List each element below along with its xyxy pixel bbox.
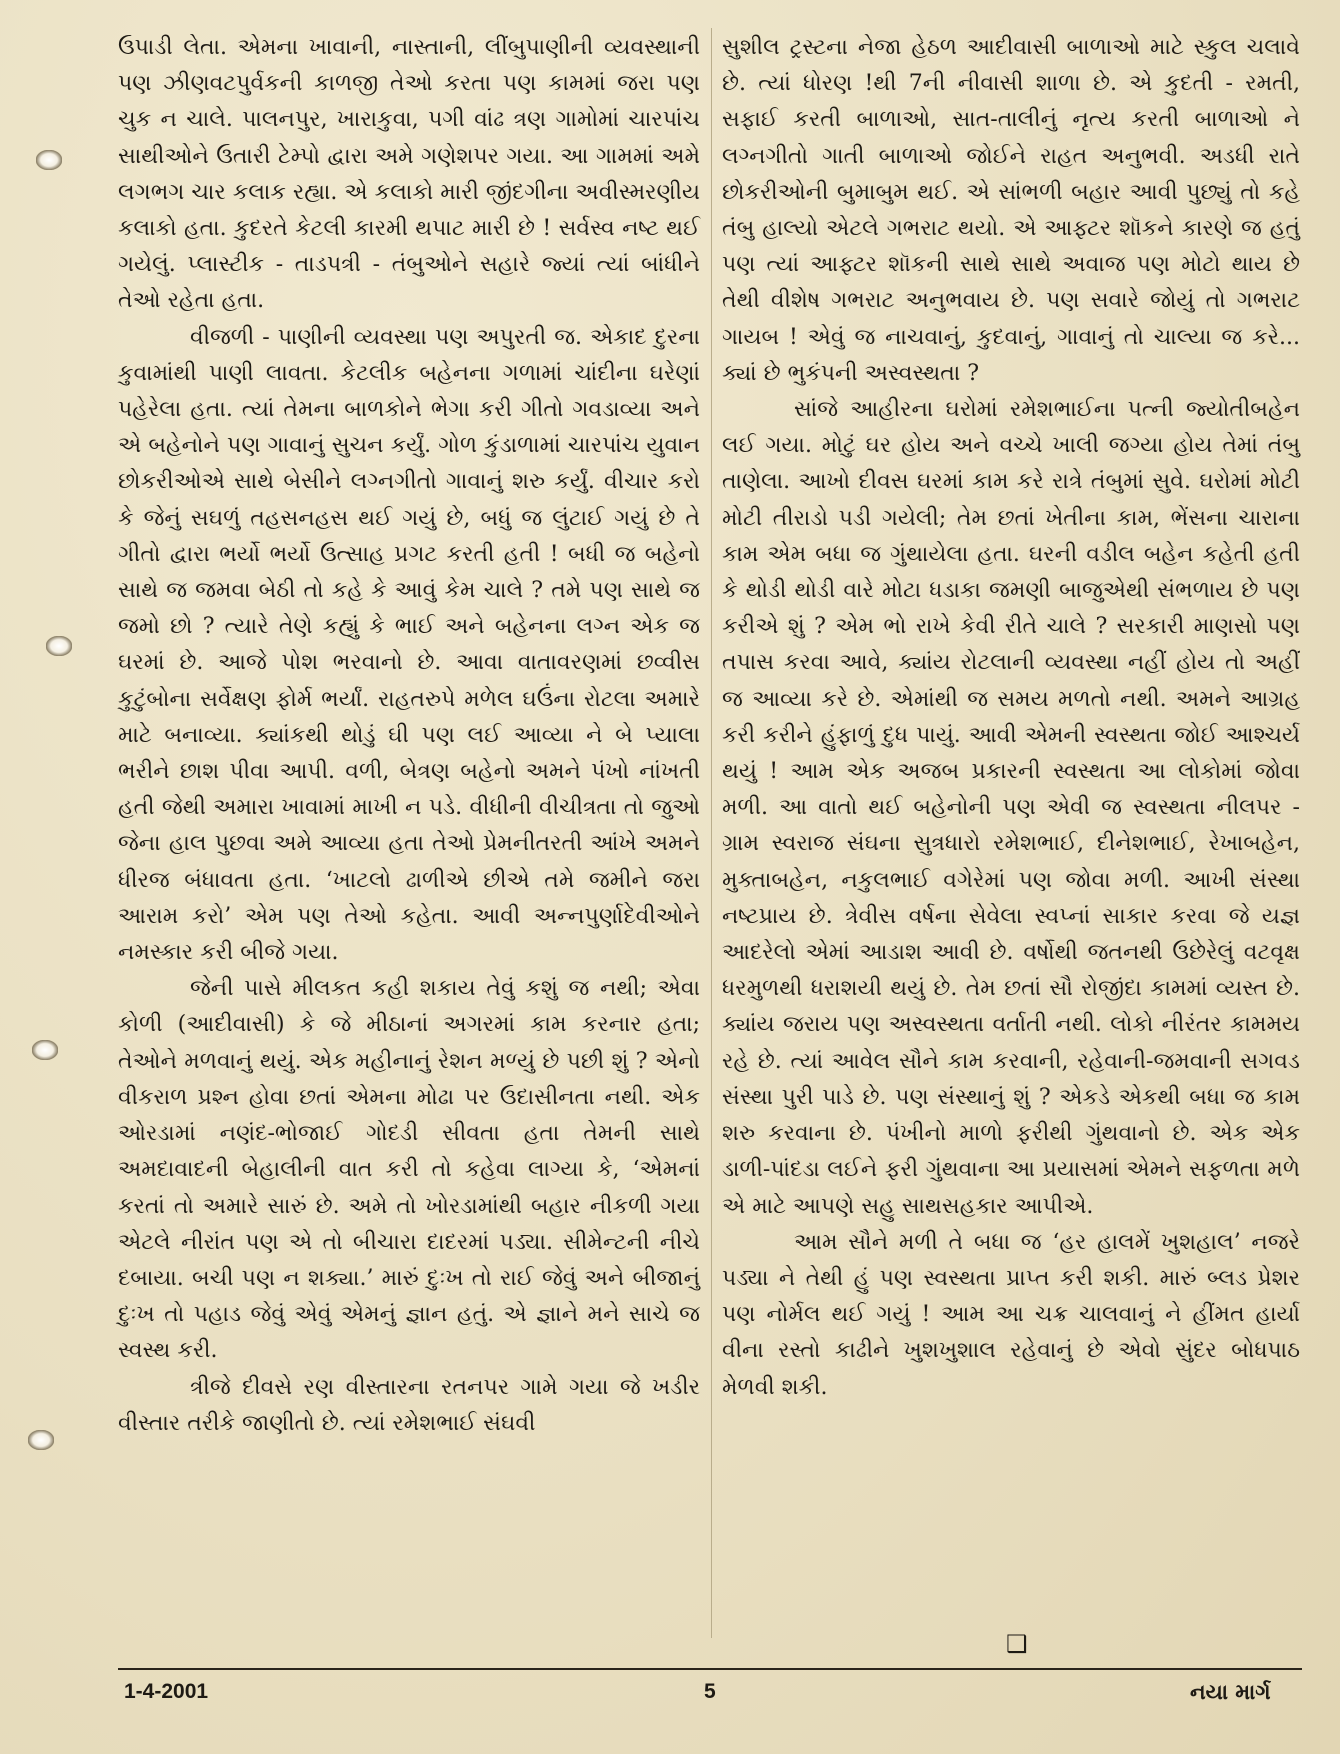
page-number: 5	[704, 1680, 716, 1703]
end-of-article-mark: ❑	[1006, 1630, 1028, 1658]
punch-hole	[28, 1430, 54, 1450]
left-column	[118, 30, 700, 1442]
column-divider	[711, 28, 712, 1638]
punch-hole	[46, 636, 72, 656]
footer-date: 1-4-2001	[124, 1680, 209, 1703]
publication-name: નયા માર્ગ	[1190, 1680, 1271, 1704]
right-column	[722, 30, 1300, 1406]
footer-rule	[118, 1668, 1302, 1670]
paragraph: જેની પાસે મીલકત કહી શકાય તેવું કશું જ નથી; એવા કોળી (આદીવાસી) કે જે મીઠાનાં અગરમાં કામ કરનાર હતા; તેઓને મળવાનું થયું. એક મહીનાનું રેશન મળ્યું છે પછી શું ? એનો વીકરાળ પ્રશ્ન હોવા છતાં એમના મોઢા પર ઉદાસીનતા નથી. એક ઓરડામાં નણંદ-ભોજાઈ ગોદડી સીવતા હતા તેમની સાથે અમદાવાદની બેહાલીની વાત કરી તો કહેવા લાગ્યા કે, ‘એમનાં કરતાં તો અમારે સારું છે. અમે તો ખોરડામાંથી બહાર નીકળી ગયા એટલે નીરાંત પણ એ તો બીચારા દાદરમાં પડ્યા. સીમેન્ટની નીચે દબાયા. બચી પણ ન શક્યા.’ મારું દુઃખ તો રાઈ જેવું અને બીજાનું દુઃખ તો પહાડ જેવું એવું એમનું જ્ઞાન હતું. એ જ્ઞાને મને સાચે જ સ્વસ્થ કરી.	[118, 976, 700, 1364]
paragraph: ત્રીજે દીવસે રણ વીસ્તારના રતનપર ગામે ગયા જે ખડીર વીસ્તાર તરીકે જાણીતો છે. ત્યાં રમેશભાઈ સંઘવી	[118, 1374, 700, 1436]
paragraph: સાંજે આહીરના ઘરોમાં રમેશભાઈના પત્ની જ્યોતીબહેન લઈ ગયા. મોટું ઘર હોય અને વચ્ચે ખાલી જગ્યા હોય તેમાં તંબુ તાણેલા. આખો દીવસ ઘરમાં કામ કરે રાત્રે તંબુમાં સુવે. ઘરોમાં મોટી મોટી તીરાડો પડી ગયેલી; તેમ છતાં ખેતીના કામ, ભેંસના ચારાના કામ એમ બધા જ ગુંથાયેલા હતા. ઘરની વડીલ બહેન કહેતી હતી કે થોડી થોડી વારે મોટા ધડાકા જમણી બાજુએથી સંભળાય છે પણ કરીએ શું ? એમ ભો રાખે કેવી રીતે ચાલે ? સરકારી માણસો પણ તપાસ કરવા આવે, ક્યાંય રોટલાની વ્યવસ્થા નહીં હોય તો અહીં જ આવ્યા કરે છે. એમાંથી જ સમય મળતો નથી. અમને આગ્રહ કરી કરીને હુંફાળું દુધ પાયું. આવી એમની સ્વસ્થતા જોઈ આશ્ચર્ય થયું ! આમ એક અજબ પ્રકારની સ્વસ્થતા આ લોકોમાં જોવા મળી. આ વાતો થઈ બહેનોની પણ એવી જ સ્વસ્થતા નીલપર - ગ્રામ સ્વરાજ સંઘના સુત્રધારો રમેશભાઈ, દીનેશભાઈ, રેખાબહેન, મુક્તાબહેન, નકુલભાઈ વગેરેમાં પણ જોવા મળી. આખી સંસ્થા નષ્ટપ્રાય છે. ત્રેવીસ વર્ષના સેવેલા સ્વપ્નાં સાકાર કરવા જે યજ્ઞ આદરેલો એમાં આડાશ આવી છે. વર્ષોથી જતનથી ઉછેરેલું વટવૃક્ષ ધરમુળથી ધરાશયી થયું છે. તેમ છતાં સૌ રોજીંદા કામમાં વ્યસ્ત છે. ક્યાંય જરાય પણ અસ્વસ્થતા વર્તાતી નથી. લોકો નીરંતર કામમય રહે છે. ત્યાં આવેલ સૌને કામ કરવાની, રહેવાની-જમવાની સગવડ સંસ્થા પુરી પાડે છે. પણ સંસ્થાનું શું ? એકડે એકથી બધા જ કામ શરુ કરવાના છે. પંખીનો માળો ફરીથી ગુંથવાનો છે. એક એક ડાળી-પાંદડા લઈને ફરી ગુંથવાના આ પ્રયાસમાં એમને સફળતા મળે એ માટે આપણે સહુ સાથસહકાર આપીએ.	[722, 397, 1300, 1219]
paragraph: વીજળી - પાણીની વ્યવસ્થા પણ અપુરતી જ. એકાદ દુરના કુવામાંથી પાણી લાવતા. કેટલીક બહેનના ગળામાં ચાંદીના ઘરેણાં પહેરેલા હતા. ત્યાં તેમના બાળકોને ભેગા કરી ગીતો ગવડાવ્યા અને એ બહેનોને પણ ગાવાનું સુચન કર્યું. ગોળ કુંડાળામાં ચારપાંચ યુવાન છોકરીઓએ સાથે બેસીને લગ્નગીતો ગાવાનું શરુ કર્યું. વીચાર કરો કે જેનું સઘળું તહસનહસ થઈ ગયું છે, બધું જ લુંટાઈ ગયું છે તે ગીતો દ્વારા ભર્યો ભર્યો ઉત્સાહ પ્રગટ કરતી હતી ! બધી જ બહેનો સાથે જ જમવા બેઠી તો કહે કે આવું કેમ ચાલે ? તમે પણ સાથે જ જમો છો ? ત્યારે તેણે કહ્યું કે ભાઈ અને બહેનના લગ્ન એક જ ઘરમાં છે. આજે પોશ ભરવાનો છે. આવા વાતાવરણમાં છવ્વીસ કુટુંબોના સર્વેક્ષણ ફોર્મ ભર્યાં. રાહતરુપે મળેલ ઘઉંના રોટલા અમારે માટે બનાવ્યા. ક્યાંકથી થોડું ઘી પણ લઈ આવ્યા ને બે પ્યાલા ભરીને છાશ પીવા આપી. વળી, બેત્રણ બહેનો અમને પંખો નાંખતી હતી જેથી અમારા ખાવામાં માખી ન પડે. વીધીની વીચીત્રતા તો જુઓ જેના હાલ પુછવા અમે આવ્યા હતા તેઓ પ્રેમનીતરતી આંખે અમને ધીરજ બંધાવતા હતા. ‘ખાટલો ઢાળીએ છીએ તમે જમીને જરા આરામ કરો’ એમ પણ તેઓ કહેતા. આવી અન્નપુર્ણાદેવીઓને નમસ્કાર કરી બીજે ગયા.	[118, 324, 700, 966]
paragraph: ઉપાડી લેતા. એમના ખાવાની, નાસ્તાની, લીંબુપાણીની વ્યવસ્થાની પણ ઝીણવટપુર્વકની કાળજી તેઓ કરતા પણ કામમાં જરા પણ ચુક ન ચાલે. પાલનપુર, ખારાકુવા, પગી વાંઢ ત્રણ ગામોમાં ચારપાંચ સાથીઓને ઉતારી ટેમ્પો દ્વારા અમે ગણેશપર ગયા. આ ગામમાં અમે લગભગ ચાર કલાક રહ્યા. એ કલાકો મારી જીંદગીના અવીસ્મરણીય કલાકો હતા. કુદરતે કેટલી કારમી થપાટ મારી છે ! સર્વસ્વ નષ્ટ થઈ ગયેલું. પ્લાસ્ટીક - તાડપત્રી - તંબુઓને સહારે જ્યાં ત્યાં બાંધીને તેઓ રહેતા હતા.	[118, 35, 700, 314]
punch-hole	[32, 1040, 58, 1060]
paragraph: સુશીલ ટ્રસ્ટના નેજા હેઠળ આદીવાસી બાળાઓ માટે સ્કુલ ચલાવે છે. ત્યાં ધોરણ !થી 7ની નીવાસી શાળા છે. એ કુદતી - રમતી, સફાઈ કરતી બાળાઓ, સાત-તાલીનું નૃત્ય કરતી બાળાઓ ને લગ્નગીતો ગાતી બાળાઓ જોઈને રાહત અનુભવી. અડધી રાતે છોકરીઓની બુમાબુમ થઈ. એ સાંભળી બહાર આવી પુછ્યું તો કહે તંબુ હાલ્યો એટલે ગભરાટ થયો. એ આફ્ટર શૉકને કારણે જ હતું પણ ત્યાં આફ્ટર શૉકની સાથે સાથે અવાજ પણ મોટો થાય છે તેથી વીશેષ ગભરાટ અનુભવાય છે. પણ સવારે જોયું તો ગભરાટ ગાયબ ! એવું જ નાચવાનું, કુદવાનું, ગાવાનું તો ચાલ્યા જ કરે... ક્યાં છે ભુકંપની અસ્વસ્થતા ?	[722, 35, 1300, 386]
paragraph: આમ સૌને મળી તે બધા જ ‘હર હાલમેં ખુશહાલ’ નજરે પડ્યા ને તેથી હું પણ સ્વસ્થતા પ્રાપ્ત કરી શકી. મારું બ્લડ પ્રેશર પણ નોર્મલ થઈ ગયું ! આમ આ ચક્ર ચાલવાનું ને હીંમત હાર્યા વીના રસ્તો કાઢીને ખુશખુશાલ રહેવાનું છે એવો સુંદર બોધપાઠ મેળવી શકી.	[722, 1229, 1300, 1400]
punch-hole	[36, 150, 62, 170]
